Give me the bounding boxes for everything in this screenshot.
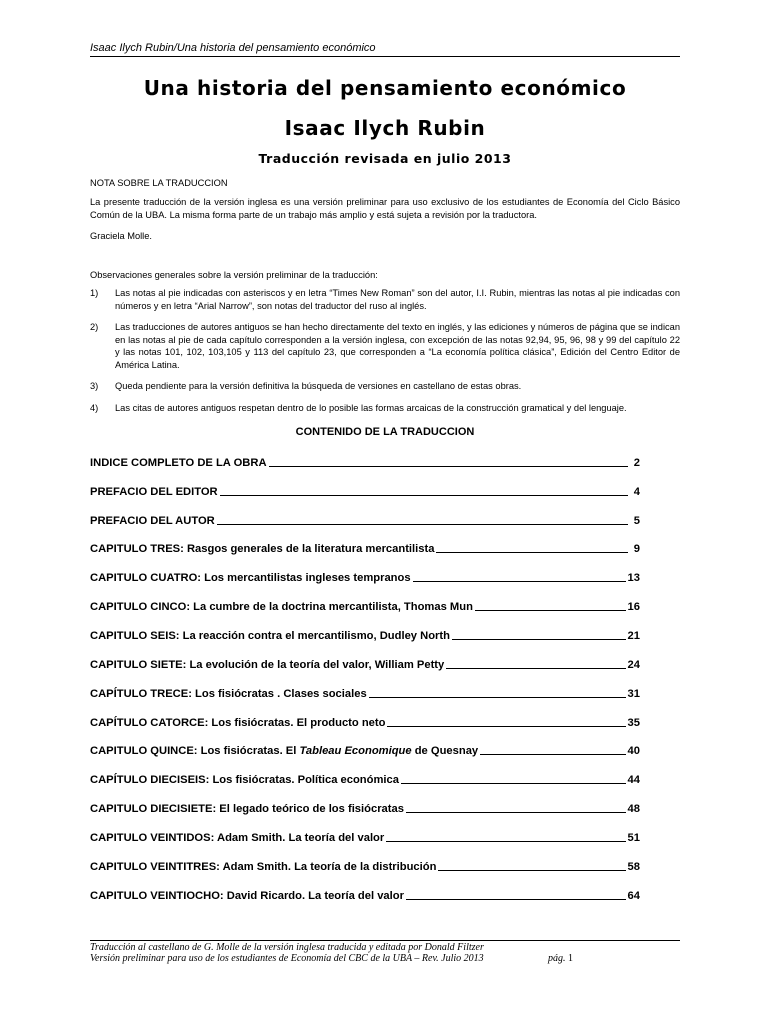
toc-entry-title: CAPITULO CUATRO: Los mercantilistas ingleses tempranos xyxy=(90,572,411,584)
toc-leader-line xyxy=(436,552,628,553)
observation-number: 1) xyxy=(90,288,99,298)
toc-leader-line xyxy=(413,581,626,582)
toc-leader-line xyxy=(401,783,626,784)
observations-list xyxy=(90,287,680,423)
toc-leader-line xyxy=(217,524,628,525)
toc-leader-line xyxy=(386,841,625,842)
toc-entry-page: 5 xyxy=(633,515,640,527)
toc-leader-line xyxy=(475,610,626,611)
document-author: Isaac Ilych Rubin xyxy=(284,116,486,140)
toc-entry xyxy=(90,799,640,815)
toc-entry-title: CAPITULO VEINTIOCHO: David Ricardo. La teoría del valor xyxy=(90,890,404,902)
observations-intro: Observaciones generales sobre la versión preliminar de la traducción: xyxy=(90,270,378,280)
toc-entry-page: 4 xyxy=(633,486,640,498)
toc-entry-page: 16 xyxy=(627,601,640,613)
observation-text: Queda pendiente para la versión definitiva la búsqueda de versiones en castellano de estas obras. xyxy=(115,381,522,391)
toc-leader-line xyxy=(446,668,625,669)
page-number: 1 xyxy=(568,953,573,964)
toc-entry xyxy=(90,453,640,469)
observation-item xyxy=(90,287,680,312)
toc-leader-line xyxy=(387,726,625,727)
toc-leader-line xyxy=(220,495,628,496)
toc-leader-line xyxy=(480,754,625,755)
footer-credit: Traducción al castellano de G. Molle de la versión inglesa traducida y editada por Donald Filtzer xyxy=(90,942,484,953)
toc-entry-title: CAPÍTULO DIECISEIS: Los fisiócratas. Política económica xyxy=(90,774,399,786)
toc-entry-title: CAPITULO DIECISIETE: El legado teórico de los fisiócratas xyxy=(90,803,404,815)
toc-entry-title: CAPITULO VEINTIDOS: Adam Smith. La teoría del valor xyxy=(90,832,385,844)
toc-entry-page: 9 xyxy=(633,543,640,555)
toc-leader-line xyxy=(452,639,626,640)
observation-item xyxy=(90,402,680,415)
toc-entry-title: CAPITULO VEINTITRES: Adam Smith. La teoría de la distribución xyxy=(90,861,437,873)
toc-entry-title: CAPITULO CINCO: La cumbre de la doctrina mercantilista, Thomas Mun xyxy=(90,601,473,613)
footer-rule xyxy=(90,940,680,941)
translation-note-body: La presente traducción de la versión inglesa es una versión preliminar para uso exclusivo de los estudiantes de Economía del Ciclo Básico Común de la UBA. La misma forma parte de un trabajo más amplio y está sujeta a revisión por la traductora. xyxy=(90,197,680,220)
toc-entry xyxy=(90,741,640,757)
toc-entry-page: 40 xyxy=(627,745,640,757)
observation-item xyxy=(90,321,680,371)
document-title: Una historia del pensamiento económico xyxy=(143,76,627,100)
toc-entry-page: 31 xyxy=(627,688,640,700)
footer-page-number xyxy=(548,953,573,964)
toc-entry xyxy=(90,770,640,786)
page-label: pág. xyxy=(548,953,566,964)
toc-entry-title: CAPITULO SIETE: La evolución de la teoría del valor, William Petty xyxy=(90,659,445,671)
observation-text: Las citas de autores antiguos respetan dentro de lo posible las formas arcaicas de la construcción gramatical y del lenguaje. xyxy=(115,402,627,413)
toc-entry xyxy=(90,482,640,498)
toc-leader-line xyxy=(406,812,626,813)
toc-entry xyxy=(90,828,640,844)
toc-entry-title: PREFACIO DEL AUTOR xyxy=(90,515,215,527)
running-header: Isaac Ilych Rubin/Una historia del pensamiento económico xyxy=(90,42,376,54)
observation-text: Las traducciones de autores antiguos se han hecho directamente del texto en inglés, y las ediciones y números de página que se indican en las notas al pie de cada capítulo corresponden a la versión inglesa, con excepción de las notas 92,94, 95, 96, 98 y 99 del capítulo 22 y las notas 101, 102, 103,105 y 113 del capítulo 23, que corresponden a “La economía política clásica”, Edición del Centro Editor de América Latina. xyxy=(115,322,680,370)
toc-leader-line xyxy=(369,697,626,698)
toc-entry xyxy=(90,511,640,527)
toc-entry xyxy=(90,539,640,555)
toc-entry-page: 51 xyxy=(627,832,640,844)
translation-note-heading: NOTA SOBRE LA TRADUCCION xyxy=(90,178,228,188)
toc-entry-page: 48 xyxy=(627,803,640,815)
observation-text: Las notas al pie indicadas con asteriscos y en letra “Times New Roman” son del autor, I.I. Rubin, mientras las notas al pie indicadas con números y en letra “Arial Narrow”, son notas del traductor del ruso al inglés. xyxy=(115,288,680,311)
toc-entry-page: 21 xyxy=(627,630,640,642)
toc-entry-page: 64 xyxy=(627,890,640,902)
toc-entry-title: PREFACIO DEL EDITOR xyxy=(90,486,218,498)
header-rule xyxy=(90,56,680,57)
observation-number: 3) xyxy=(90,381,99,391)
toc-entry-title-italic: Tableau Economique xyxy=(299,745,412,757)
toc-entry-page: 2 xyxy=(633,457,640,469)
toc-entry-title-part: CAPITULO QUINCE: Los fisiócratas. El xyxy=(90,745,300,757)
toc-entry-page: 13 xyxy=(627,572,640,584)
toc-entry xyxy=(90,655,640,671)
toc-entry-title-part: de Quesnay xyxy=(411,745,479,757)
toc-entry-title: CAPITULO SEIS: La reacción contra el mercantilismo, Dudley North xyxy=(90,630,450,642)
footer-version-note: Versión preliminar para uso de los estudiantes de Economía del CBC de la UBA – Rev. Julio 2013 xyxy=(90,953,484,964)
toc-entry-page: 44 xyxy=(627,774,640,786)
observation-number: 4) xyxy=(90,402,99,413)
toc-entry-title: INDICE COMPLETO DE LA OBRA xyxy=(90,457,267,469)
document-subtitle: Traducción revisada en julio 2013 xyxy=(258,151,512,166)
toc-leader-line xyxy=(406,899,626,900)
toc-entry xyxy=(90,857,640,873)
toc-entry-title: CAPÍTULO TRECE: Los fisiócratas . Clases sociales xyxy=(90,688,367,700)
toc-entry xyxy=(90,684,640,700)
toc-entry-page: 58 xyxy=(627,861,640,873)
toc-entry-title: CAPITULO TRES: Rasgos generales de la literatura mercantilista xyxy=(90,543,435,555)
toc-leader-line xyxy=(438,870,625,871)
contents-heading: CONTENIDO DE LA TRADUCCION xyxy=(295,426,475,438)
toc-entry-page: 35 xyxy=(627,717,640,729)
toc-entry-title xyxy=(90,745,478,757)
toc-entry xyxy=(90,886,640,902)
toc-entry xyxy=(90,713,640,729)
observation-item xyxy=(90,380,680,393)
toc-leader-line xyxy=(269,466,628,467)
toc-entry-page: 24 xyxy=(627,659,640,671)
toc-entry-title: CAPÍTULO CATORCE: Los fisiócratas. El producto neto xyxy=(90,717,386,729)
translator-signature: Graciela Molle. xyxy=(90,231,153,241)
toc-entry xyxy=(90,597,640,613)
toc-entry xyxy=(90,626,640,642)
observation-number: 2) xyxy=(90,322,99,332)
toc-entry xyxy=(90,568,640,584)
